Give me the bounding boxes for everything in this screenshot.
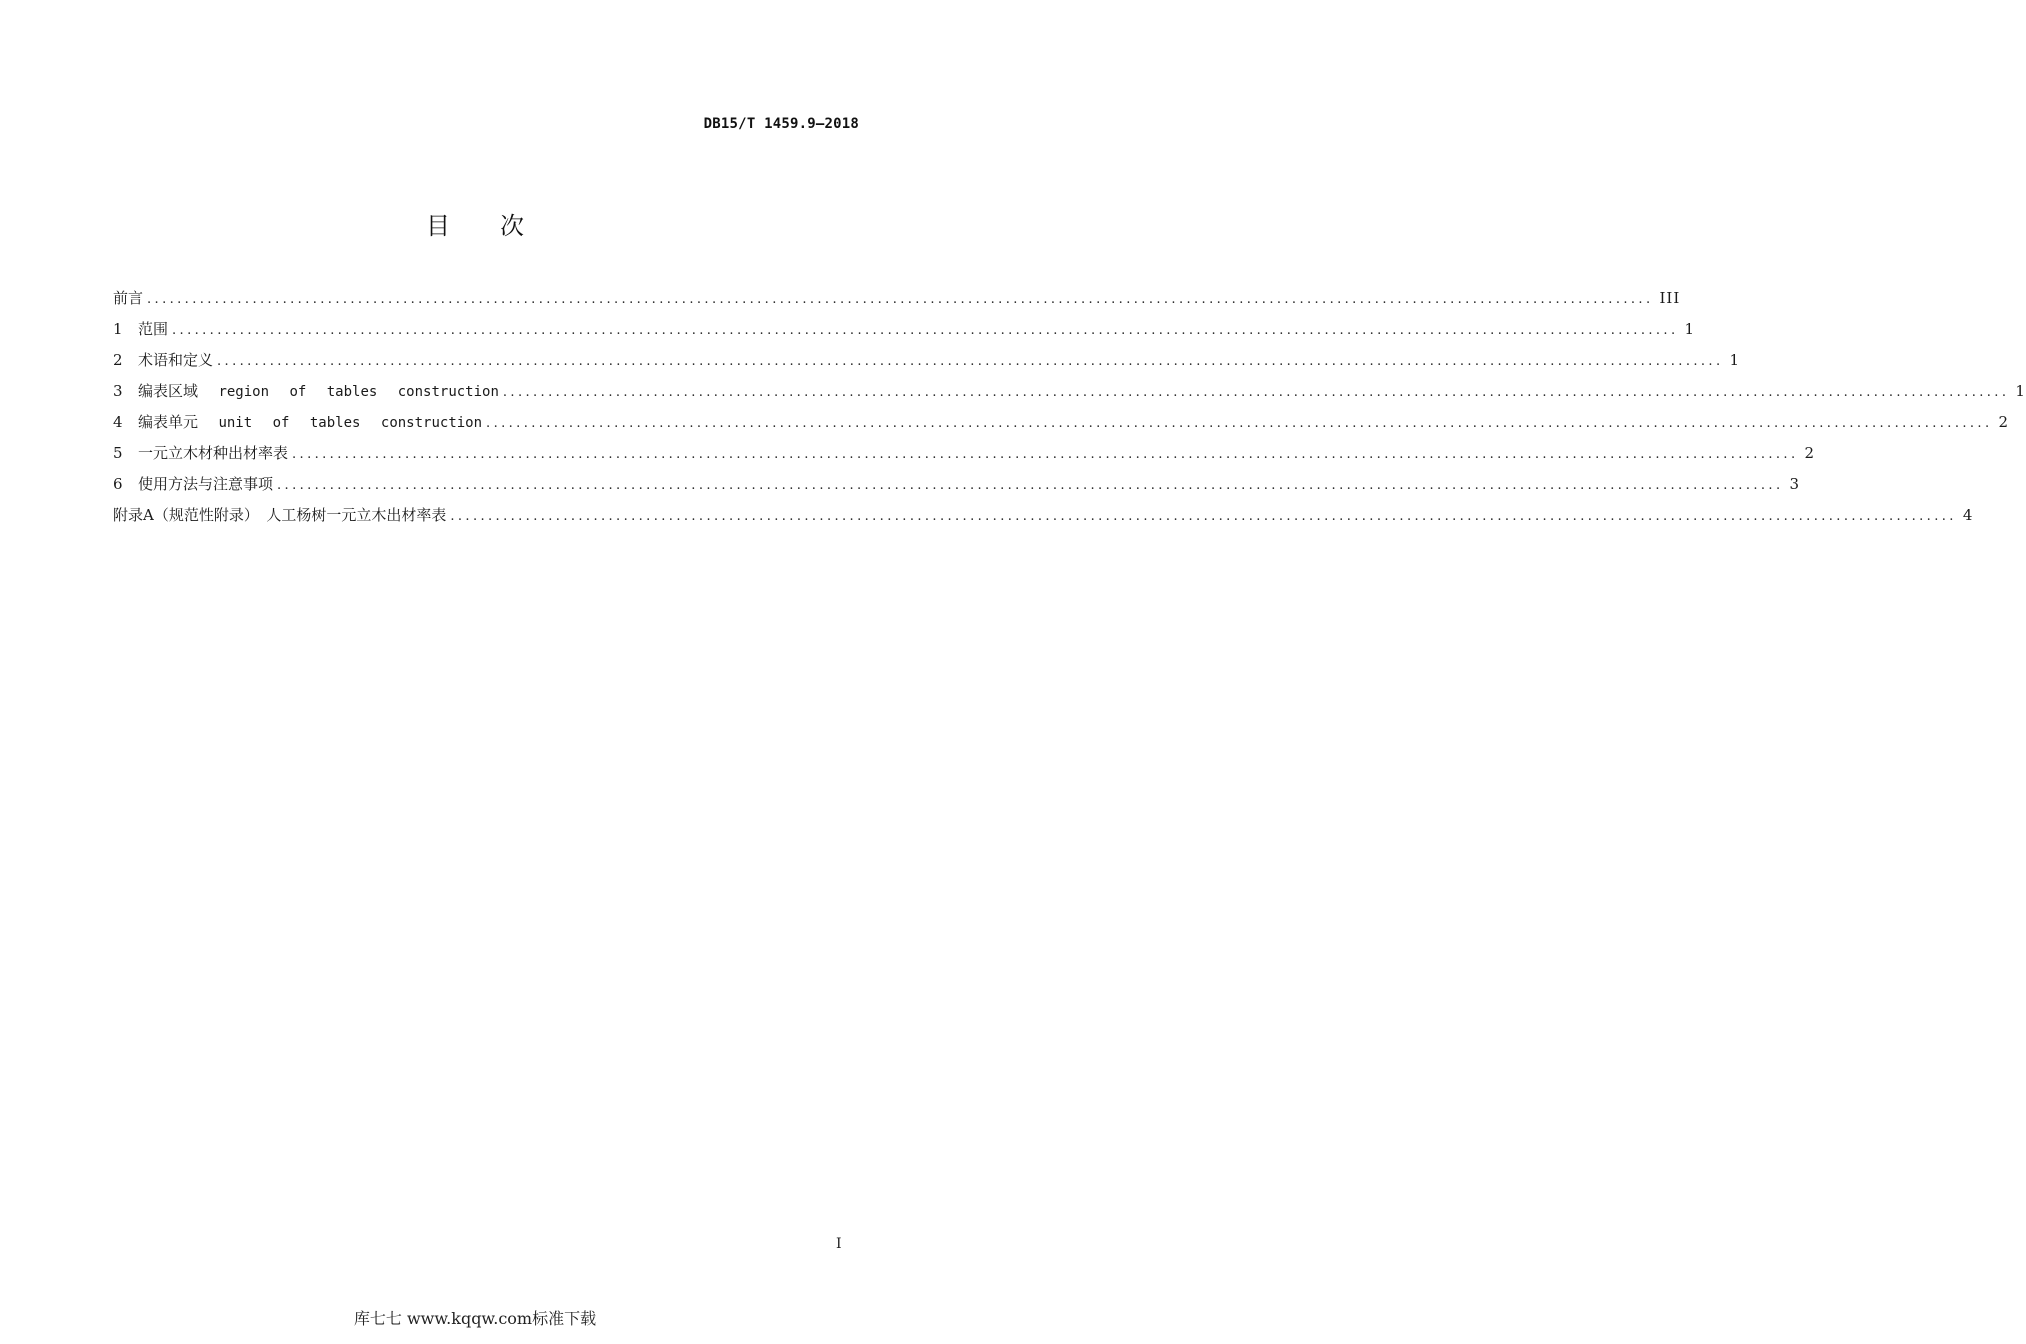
toc-entry-page: 1 (2015, 382, 2026, 400)
toc-entry-label (138, 380, 499, 403)
toc-entry-page: 2 (1998, 413, 2010, 431)
toc-entry-label: 范围 (138, 320, 169, 338)
toc-entry-label-en: region of tables construction (218, 384, 499, 400)
toc-entry-page: 3 (1789, 475, 1801, 493)
toc-leader-dots: ........................................................................................................................................................................................................ (147, 292, 1654, 307)
toc-entry-page: 2 (1804, 444, 1816, 462)
toc-entry-unit[interactable] (113, 411, 2010, 442)
toc-entry-number: 3 (113, 382, 123, 400)
toc-entry-terms[interactable] (113, 349, 1741, 380)
toc-entry-label: 附录A（规范性附录） 人工杨树一元立木出材率表 (113, 506, 447, 524)
document-code: DB15/T 1459.9—2018 (703, 116, 859, 132)
toc-entry-page: III (1659, 289, 1681, 307)
toc-entry-label: 前言 (113, 289, 144, 307)
toc-leader-dots: ........................................................................................................................................................................................................ (217, 354, 1724, 369)
toc-entry-number: 5 (113, 444, 123, 462)
toc-leader-dots: ........................................................................................................................................................................................................ (277, 478, 1784, 493)
toc-entry-foreword[interactable] (113, 287, 1681, 318)
toc-entry-page: 4 (1962, 506, 1974, 524)
toc-entry-page: 1 (1729, 351, 1741, 369)
toc-entry-label: 术语和定义 (138, 351, 214, 369)
toc-entry-number: 1 (113, 320, 123, 338)
toc-entry-number: 2 (113, 351, 123, 369)
toc-entry-label-cn: 编表区域 (138, 382, 199, 400)
toc-leader-dots: ........................................................................................................................................................................................................ (502, 385, 2010, 400)
toc-entry-scope[interactable] (113, 318, 1696, 349)
toc-leader-dots: ........................................................................................................................................................................................................ (292, 447, 1799, 462)
table-of-contents (113, 287, 2026, 535)
toc-entry-number: 4 (113, 413, 123, 431)
toc-entry-appendix-a[interactable] (113, 504, 1974, 535)
toc-entry-label-cn: 编表单元 (138, 413, 199, 431)
toc-entry-page: 1 (1684, 320, 1696, 338)
toc-entry-usage[interactable] (113, 473, 1801, 504)
footer-watermark: 库七七 www.kqqw.com标准下载 (353, 1309, 597, 1328)
toc-leader-dots: ........................................................................................................................................................................................................ (172, 323, 1679, 338)
page-number: I (836, 1236, 842, 1252)
page-title: 目次 (426, 212, 574, 240)
toc-entry-region[interactable] (113, 380, 2026, 411)
toc-leader-dots: ........................................................................................................................................................................................................ (450, 509, 1957, 524)
toc-entry-yield-table[interactable] (113, 442, 1816, 473)
toc-entry-label: 使用方法与注意事项 (138, 475, 274, 493)
toc-entry-label: 一元立木材种出材率表 (138, 444, 289, 462)
toc-entry-label (138, 411, 482, 434)
toc-leader-dots: ........................................................................................................................................................................................................ (486, 416, 1993, 431)
toc-entry-number: 6 (113, 475, 123, 493)
toc-entry-label-en: unit of tables construction (218, 415, 483, 431)
